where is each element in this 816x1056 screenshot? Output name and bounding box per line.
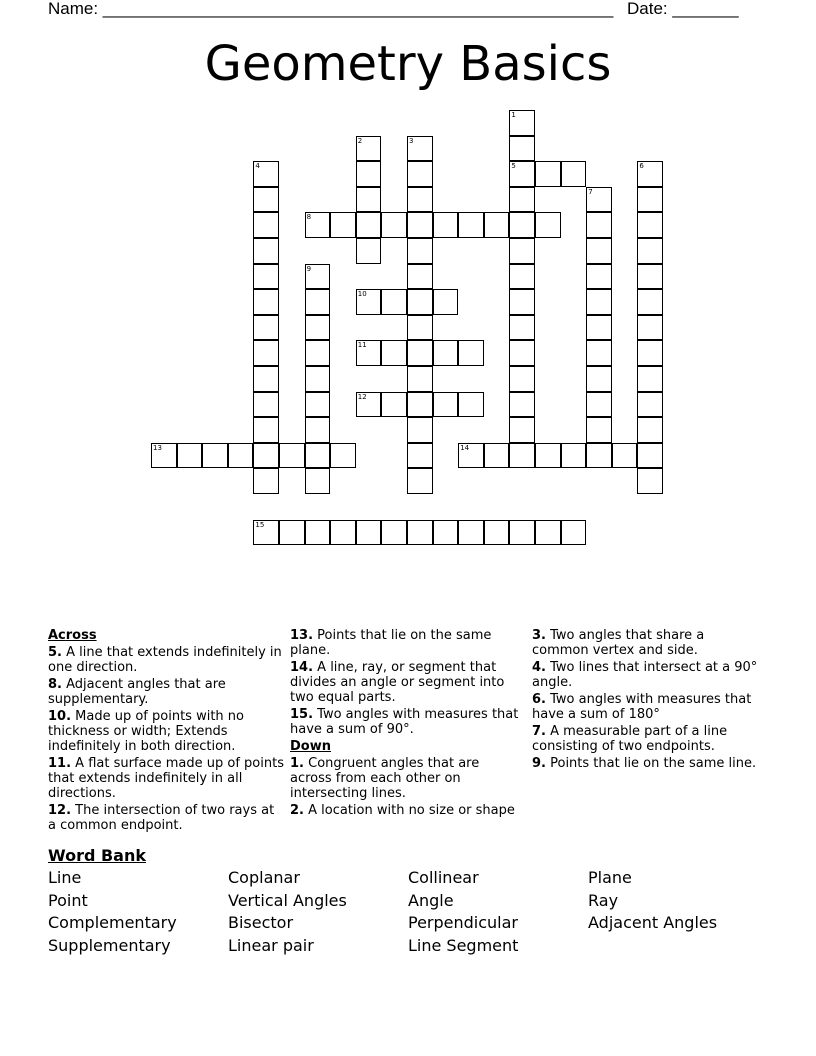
word-bank-item: Bisector (228, 913, 294, 933)
date-field: Date: _______ (627, 0, 739, 18)
word-bank-item: Angle (408, 890, 454, 910)
name-field: Name: ______________________________________________________ (48, 0, 614, 18)
grid-cell[interactable] (433, 520, 459, 546)
grid-cell[interactable] (509, 212, 535, 238)
grid-cell[interactable] (433, 392, 459, 418)
grid-cell[interactable] (458, 520, 484, 546)
grid-cell[interactable] (253, 392, 279, 418)
grid-cell[interactable] (433, 289, 459, 315)
grid-cell[interactable] (509, 161, 535, 187)
grid-cell[interactable] (586, 443, 612, 469)
word-bank-item: Ray (588, 890, 619, 910)
grid-cell[interactable] (253, 238, 279, 264)
clue-number: 7 (588, 187, 593, 196)
grid-cell[interactable] (407, 520, 433, 546)
grid-cell[interactable] (356, 520, 382, 546)
grid-cell[interactable] (535, 212, 561, 238)
clue-number: 8 (306, 213, 312, 222)
grid-cell[interactable] (407, 340, 433, 366)
grid-cell[interactable] (509, 366, 535, 392)
clue-number: 9 (306, 264, 312, 273)
grid-cell[interactable] (305, 340, 331, 366)
grid-cell[interactable] (305, 443, 331, 469)
grid-cell[interactable] (637, 289, 663, 315)
grid-cell[interactable] (509, 443, 535, 469)
grid-cell[interactable] (381, 212, 407, 238)
clue-item: 9. Points that lie on the same line. (532, 756, 757, 771)
grid-cell[interactable] (407, 212, 433, 238)
word-bank-item: Plane (588, 868, 632, 887)
grid-cell[interactable] (407, 264, 433, 290)
word-bank-item: Coplanar (228, 868, 300, 887)
clue-item: 6. Two angles with measures that have a sum of 180° (532, 692, 752, 722)
grid-cell[interactable] (356, 340, 382, 366)
clue-item: 1. Congruent angles that are across from each other on intersecting lines. (290, 756, 480, 801)
grid-cell[interactable] (330, 443, 356, 469)
grid-cell[interactable] (381, 340, 407, 366)
grid-cell[interactable] (586, 238, 612, 264)
grid-cell[interactable] (330, 520, 356, 546)
grid-cell[interactable] (177, 443, 203, 469)
clue-number: 1 (511, 111, 516, 119)
grid-cell[interactable] (305, 366, 331, 392)
grid-cell[interactable] (407, 392, 433, 418)
clue-item: 11. A flat surface made up of points that extends indefinitely in all directions. (48, 756, 284, 801)
grid-cell[interactable] (509, 110, 535, 136)
grid-cell[interactable] (637, 161, 663, 187)
grid-cell[interactable] (356, 238, 382, 264)
across-clue-list-continued (290, 628, 522, 737)
word-bank-item: Line Segment (408, 936, 519, 956)
grid-cell[interactable] (535, 520, 561, 546)
grid-cell[interactable] (305, 468, 331, 494)
clue-number: 4 (255, 162, 260, 171)
grid-cell[interactable] (586, 187, 612, 213)
grid-cell[interactable] (637, 238, 663, 264)
down-clue-list-continued (532, 628, 764, 771)
clue-item: 5. A line that extends indefinitely in one direction. (48, 645, 282, 675)
grid-cell[interactable] (561, 161, 587, 187)
grid-cell[interactable] (151, 443, 177, 469)
word-bank-item: Vertical Angles (228, 890, 347, 910)
grid-cell[interactable] (356, 161, 382, 187)
grid-cell[interactable] (407, 468, 433, 494)
grid-cell[interactable] (509, 315, 535, 341)
grid-cell[interactable] (407, 315, 433, 341)
grid-cell[interactable] (279, 520, 305, 546)
clue-item: 7. A measurable part of a line consisting of two endpoints. (532, 724, 728, 754)
grid-cell[interactable] (253, 340, 279, 366)
grid-cell[interactable] (586, 264, 612, 290)
grid-cell[interactable] (637, 392, 663, 418)
clue-number: 2 (357, 136, 363, 145)
grid-cell[interactable] (407, 136, 433, 162)
clue-column-1 (48, 628, 284, 835)
clue-number: 5 (511, 162, 516, 171)
clue-number: 15 (255, 520, 265, 529)
grid-cell[interactable] (433, 212, 459, 238)
grid-cell[interactable] (637, 366, 663, 392)
clue-number: 3 (409, 136, 414, 145)
grid-cell[interactable] (612, 443, 638, 469)
grid-cell[interactable] (509, 264, 535, 290)
grid-cell[interactable] (458, 212, 484, 238)
grid-cell[interactable] (356, 136, 382, 162)
across-clue-list (48, 645, 284, 833)
grid-cell[interactable] (253, 443, 279, 469)
clue-number: 13 (153, 443, 162, 452)
grid-cell[interactable] (509, 187, 535, 213)
clue-item: 2. A location with no size or shape (290, 803, 515, 818)
grid-cell[interactable] (407, 187, 433, 213)
grid-cell[interactable] (253, 264, 279, 290)
grid-cell[interactable] (305, 264, 331, 290)
word-bank-item: Point (48, 890, 88, 910)
grid-cell[interactable] (637, 417, 663, 443)
grid-cell[interactable] (509, 340, 535, 366)
clue-item: 13. Points that lie on the same plane. (290, 628, 492, 658)
grid-cell[interactable] (407, 161, 433, 187)
grid-cell[interactable] (458, 392, 484, 418)
clue-item: 14. A line, ray, or segment that divides an angle or segment into two equal parts. (290, 660, 505, 705)
grid-cell[interactable] (305, 212, 331, 238)
clue-number: 11 (357, 341, 367, 350)
grid-cell[interactable] (407, 238, 433, 264)
grid-cell[interactable] (407, 366, 433, 392)
grid-cell[interactable] (253, 212, 279, 238)
grid-cell[interactable] (356, 187, 382, 213)
grid-cell[interactable] (637, 212, 663, 238)
grid-cell[interactable] (407, 289, 433, 315)
grid-cell[interactable] (637, 340, 663, 366)
grid-cell[interactable] (561, 520, 587, 546)
grid-cell[interactable] (509, 289, 535, 315)
grid-cell[interactable] (228, 443, 254, 469)
grid-cell[interactable] (637, 264, 663, 290)
grid-cell[interactable] (356, 392, 382, 418)
grid-cell[interactable] (407, 443, 433, 469)
clue-item: 3. Two angles that share a common vertex and side. (532, 628, 705, 658)
clue-column-2 (290, 628, 522, 820)
word-bank-item: Adjacent Angles (588, 913, 718, 933)
word-bank-item: Complementary (48, 913, 177, 933)
grid-cell[interactable] (586, 315, 612, 341)
grid-cell[interactable] (253, 468, 279, 494)
clue-item: 12. The intersection of two rays at a common endpoint. (48, 803, 275, 833)
down-clue-list (290, 756, 522, 818)
word-bank-item: Collinear (408, 868, 479, 887)
grid-cell[interactable] (484, 443, 510, 469)
grid-cell[interactable] (509, 136, 535, 162)
grid-cell[interactable] (484, 212, 510, 238)
grid-cell[interactable] (509, 238, 535, 264)
grid-cell[interactable] (535, 443, 561, 469)
clue-number: 6 (639, 162, 644, 171)
page-title: Geometry Basics (204, 36, 612, 92)
grid-cell[interactable] (586, 289, 612, 315)
grid-cell[interactable] (202, 443, 228, 469)
grid-cell[interactable] (535, 161, 561, 187)
word-bank-title: Word Bank (48, 846, 147, 865)
across-heading: Across (48, 628, 97, 643)
grid-cell[interactable] (407, 417, 433, 443)
grid-cell[interactable] (253, 187, 279, 213)
grid-cell[interactable] (637, 468, 663, 494)
grid-cell[interactable] (586, 392, 612, 418)
grid-cell[interactable] (458, 443, 484, 469)
clue-column-3 (532, 628, 764, 773)
grid-cell[interactable] (586, 366, 612, 392)
clue-number: 14 (460, 443, 470, 452)
grid-cell[interactable] (509, 417, 535, 443)
grid-cell[interactable] (356, 289, 382, 315)
grid-cell[interactable] (509, 392, 535, 418)
grid-cell[interactable] (253, 520, 279, 546)
grid-cell[interactable] (305, 315, 331, 341)
grid-cell[interactable] (637, 315, 663, 341)
grid-cell[interactable] (279, 443, 305, 469)
grid-cell[interactable] (509, 520, 535, 546)
clue-item: 8. Adjacent angles that are supplementary. (48, 677, 226, 707)
grid-cell[interactable] (381, 520, 407, 546)
grid-cell[interactable] (586, 340, 612, 366)
grid-cell[interactable] (586, 212, 612, 238)
grid-cell[interactable] (330, 212, 356, 238)
grid-cell[interactable] (637, 187, 663, 213)
grid-cell[interactable] (586, 417, 612, 443)
word-bank-item: Line (48, 868, 82, 887)
word-bank-item: Linear pair (228, 936, 314, 956)
grid-cell[interactable] (381, 392, 407, 418)
grid-cell[interactable] (253, 366, 279, 392)
grid-cell[interactable] (484, 520, 510, 546)
grid-cell[interactable] (253, 315, 279, 341)
clue-number: 10 (357, 290, 367, 299)
clue-item: 15. Two angles with measures that have a sum of 90°. (290, 707, 519, 737)
word-bank-item: Perpendicular (408, 913, 519, 933)
grid-cell[interactable] (305, 417, 331, 443)
grid-cell[interactable] (253, 289, 279, 315)
grid-cell[interactable] (381, 289, 407, 315)
clue-number: 12 (357, 392, 367, 401)
clue-item: 10. Made up of points with no thickness or width; Extends indefinitely in both direction. (48, 709, 244, 754)
grid-cell[interactable] (356, 212, 382, 238)
grid-cell[interactable] (253, 161, 279, 187)
grid-cell[interactable] (433, 340, 459, 366)
grid-cell[interactable] (305, 520, 331, 546)
grid-cell[interactable] (305, 289, 331, 315)
grid-cell[interactable] (637, 443, 663, 469)
clue-item: 4. Two lines that intersect at a 90° angle. (532, 660, 758, 690)
down-heading: Down (290, 739, 331, 754)
grid-cell[interactable] (458, 340, 484, 366)
grid-cell[interactable] (253, 417, 279, 443)
word-bank-item: Supplementary (48, 936, 171, 956)
grid-cell[interactable] (561, 443, 587, 469)
grid-cell[interactable] (305, 392, 331, 418)
